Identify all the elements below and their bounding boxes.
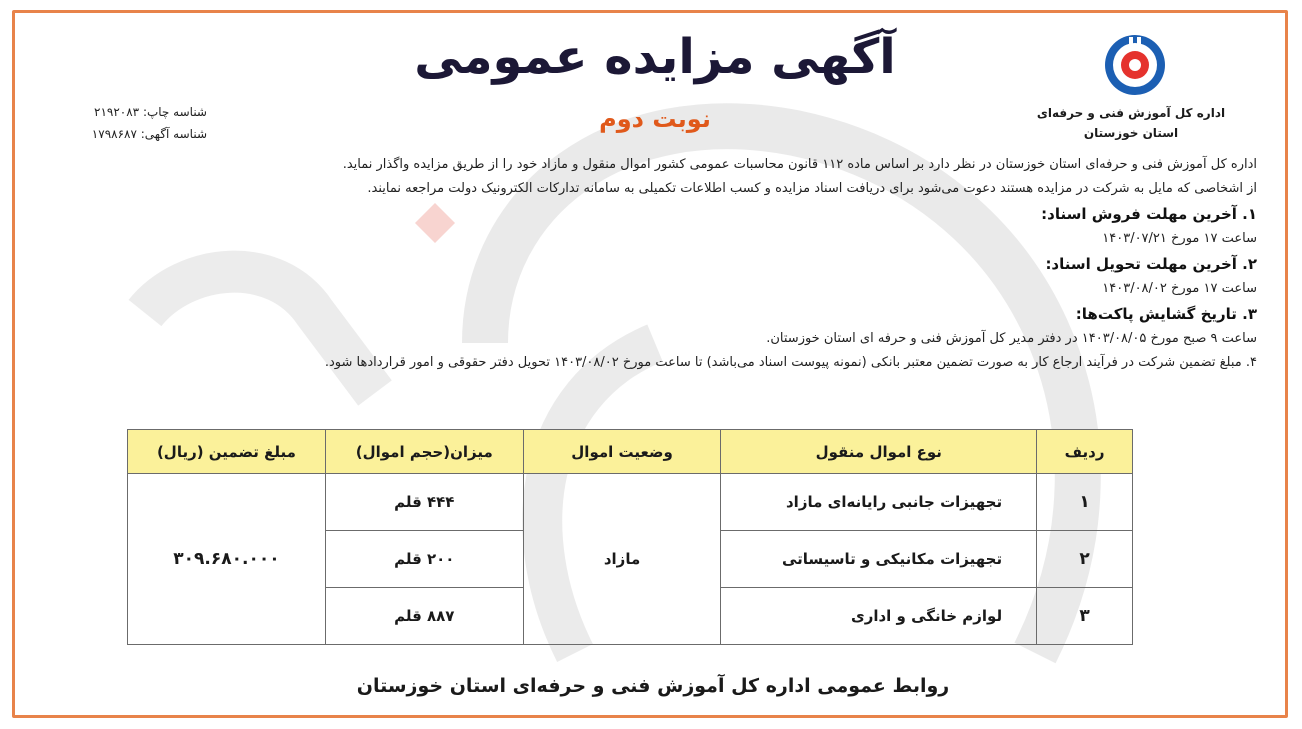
advertisement-frame [12, 10, 1288, 718]
asset-quantity: ۲۰۰ قلم [325, 531, 523, 588]
section-3-heading: ۳. تاریخ گشایش پاکت‌ها: [1075, 305, 1257, 323]
header-guarantee: مبلغ تضمین (ریال) [128, 430, 326, 474]
footer-public-relations: روابط عمومی اداره کل آموزش فنی و حرفه‌ای استان خوزستان [356, 675, 950, 697]
table-row [128, 474, 1133, 531]
section-3-detail: ساعت ۹ صبح مورخ ۱۴۰۳/۰۸/۰۵ در دفتر مدیر کل آموزش فنی و حرفه ای استان خوزستان. [766, 331, 1257, 346]
asset-type: تجهیزات جانبی رایانه‌ای مازاد [721, 474, 1037, 531]
row-number: ۱ [1037, 474, 1133, 531]
asset-quantity: ۴۴۴ قلم [325, 474, 523, 531]
guarantee-amount: ۳۰۹.۶۸۰.۰۰۰ [128, 474, 326, 645]
print-id: شناسه چاپ: ۲۱۹۲۰۸۳ [94, 105, 207, 119]
organization-name-line1: اداره کل آموزش فنی و حرفه‌ای [1036, 106, 1226, 120]
round-label: نوبت دوم [599, 105, 711, 133]
row-number: ۳ [1037, 588, 1133, 645]
header-row-number: ردیف [1037, 430, 1133, 474]
asset-status: مازاد [523, 474, 721, 645]
organization-logo [1103, 33, 1167, 97]
section-1-heading: ۱. آخرین مهلت فروش اسناد: [1041, 205, 1257, 223]
page-title: آگهی مزایده عمومی [414, 29, 896, 85]
header-asset-status: وضعیت اموال [523, 430, 721, 474]
ad-identifiers [37, 101, 207, 145]
organization-name [1011, 103, 1251, 143]
assets-table [127, 429, 1133, 645]
intro-line-2: از اشخاصی که مایل به شرکت در مزایده هستند دعوت می‌شود برای دریافت اسناد مزایده و کسب اطلاعات تکمیلی به سامانه تدارکات الکترونیک دولت مراجعه نمایند. [367, 181, 1257, 196]
section-4-note: ۴. مبلغ تضمین شرکت در فرآیند ارجاع کار به صورت تضمین معتبر بانکی (نمونه پیوست اسناد می‌باشد) تا ساعت مورخ ۱۴۰۳/۰۸/۰۲ تحویل دفتر حقوقی و امور قراردادها شود. [324, 355, 1257, 370]
assets-table-wrapper [127, 429, 1133, 645]
header-asset-type: نوع اموال منقول [721, 430, 1037, 474]
asset-quantity: ۸۸۷ قلم [325, 588, 523, 645]
table-header-row [128, 430, 1133, 474]
asset-type: لوازم خانگی و اداری [721, 588, 1037, 645]
section-1-detail: ساعت ۱۷ مورخ ۱۴۰۳/۰۷/۲۱ [1102, 231, 1257, 246]
header-quantity: میزان(حجم اموال) [325, 430, 523, 474]
organization-name-line2: استان خوزستان [1083, 126, 1179, 140]
row-number: ۲ [1037, 531, 1133, 588]
ad-body [257, 153, 1257, 375]
asset-type: تجهیزات مکانیکی و تاسیساتی [721, 531, 1037, 588]
intro-line-1: اداره کل آموزش فنی و حرفه‌ای استان خوزستان در نظر دارد بر اساس ماده ۱۱۲ قانون محاسبات عمومی کشور اموال منقول و مازاد خود را از طریق مزایده واگذار نماید. [342, 157, 1257, 172]
section-2-heading: ۲. آخرین مهلت تحویل اسناد: [1045, 255, 1257, 273]
section-2-detail: ساعت ۱۷ مورخ ۱۴۰۳/۰۸/۰۲ [1102, 281, 1257, 296]
ad-id: شناسه آگهی: ۱۷۹۸۶۸۷ [91, 127, 207, 141]
